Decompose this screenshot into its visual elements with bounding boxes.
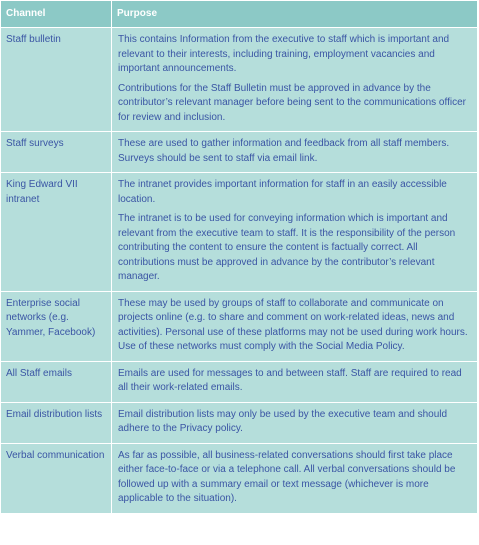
purpose-cell (112, 443, 478, 513)
channel-cell: Enterprise social networks (e.g. Yammer, Facebook) (1, 291, 112, 361)
purpose-cell (112, 402, 478, 443)
table-row (1, 291, 478, 361)
channel-cell: All Staff emails (1, 361, 112, 402)
purpose-paragraph: These may be used by groups of staff to collaborate and communicate on projects online (e.g. to share and comment on work-related ideas, news and activities). Personal use of these platforms may not be used during work hours. Use of these networks must comply with the Social Media Policy. (118, 297, 468, 352)
purpose-cell (112, 173, 478, 292)
purpose-paragraph: Emails are used for messages to and between staff. Staff are required to read all their work-related emails. (118, 367, 462, 393)
purpose-paragraph: These are used to gather information and feedback from all staff members. Surveys should be sent to staff via email link. (118, 138, 450, 164)
channel-cell: Staff bulletin (1, 28, 112, 132)
channel-cell: King Edward VII intranet (1, 173, 112, 292)
table-row (1, 132, 478, 173)
purpose-cell (112, 291, 478, 361)
purpose-paragraph: The intranet provides important information for staff in an easily accessible location. (118, 179, 447, 205)
purpose-cell (112, 361, 478, 402)
purpose-paragraph: Email distribution lists may only be used by the executive team and should adhere to the Privacy policy. (118, 408, 448, 434)
purpose-paragraph: The intranet is to be used for conveying information which is important and relevant from the executive team to staff. It is the responsibility of the person contributing the content to ensure the content is factually correct. All contributions must be approved in advance by the contributor’s relevant manager. (118, 213, 456, 282)
channel-cell: Email distribution lists (1, 402, 112, 443)
table-row (1, 402, 478, 443)
purpose-paragraph: As far as possible, all business-related conversations should first take place either face-to-face or via a telephone call. All verbal conversations should be followed up with a summary email or text message (whichever is more applicable to the situation). (118, 449, 456, 504)
table-row (1, 28, 478, 132)
table-row (1, 443, 478, 513)
table-row (1, 173, 478, 292)
header-row (1, 1, 478, 28)
table-row (1, 361, 478, 402)
channel-cell: Verbal communication (1, 443, 112, 513)
purpose-paragraph: This contains Information from the executive to staff which is important and relevant to their interests, including training, employment vacancies and important announcements. (118, 34, 450, 74)
channel-column-header: Channel (1, 1, 112, 28)
purpose-cell (112, 132, 478, 173)
purpose-column-header: Purpose (112, 1, 478, 28)
channel-cell: Staff surveys (1, 132, 112, 173)
purpose-cell (112, 28, 478, 132)
purpose-paragraph: Contributions for the Staff Bulletin must be approved in advance by the contributor’s relevant manager before being sent to the communications officer for review and inclusion. (118, 82, 466, 123)
